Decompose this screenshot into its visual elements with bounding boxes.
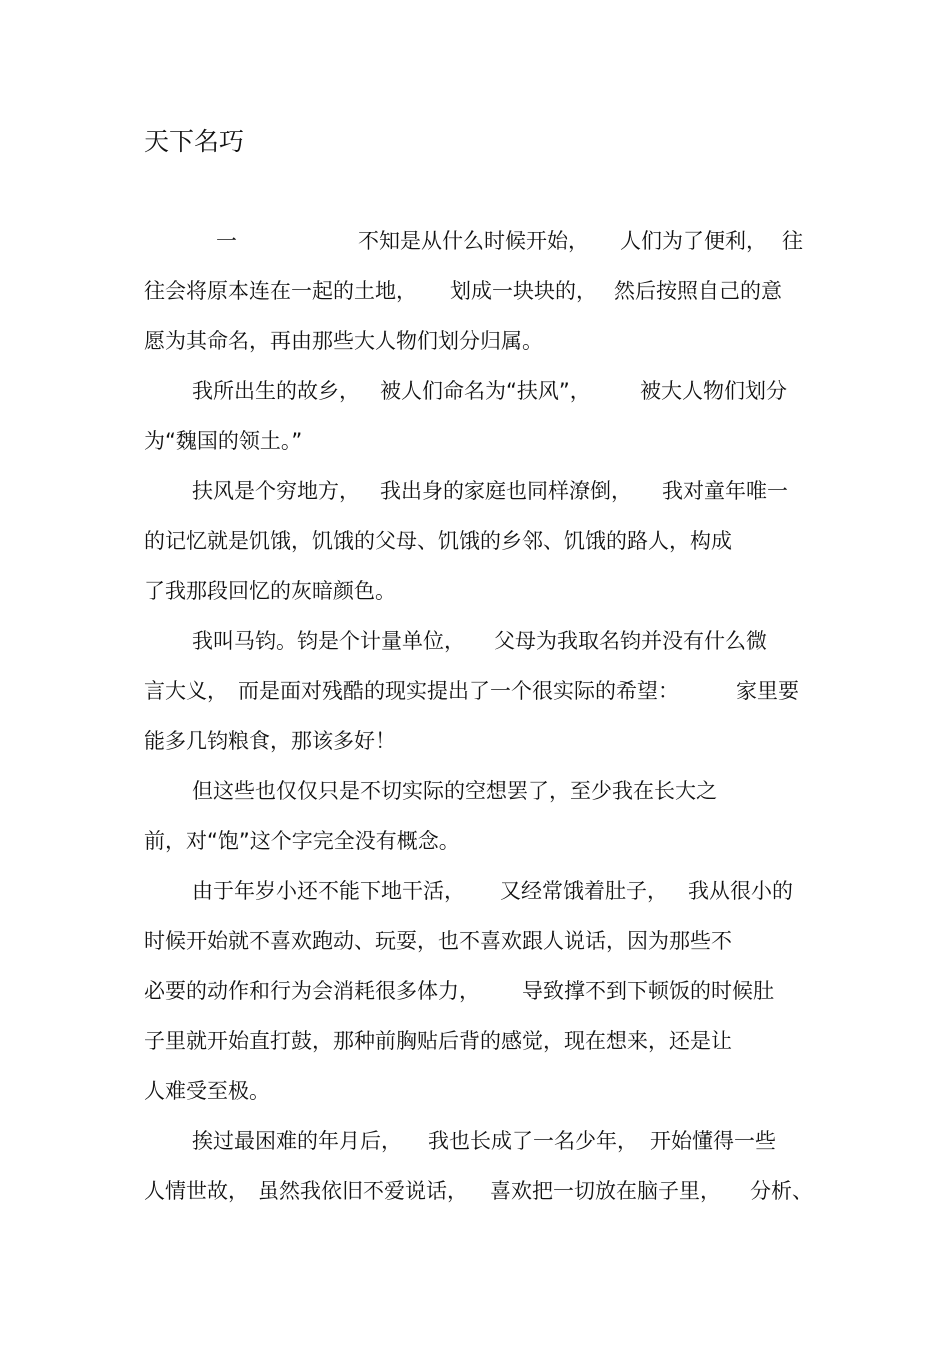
text-segment: 言大义， [144, 679, 228, 703]
text-line [144, 926, 732, 956]
text-segment: 我叫马钧。钧是个计量单位， [192, 629, 465, 653]
text-line [144, 276, 782, 306]
text-segment: 子里就开始直打鼓，那种前胸贴后背的感觉，现在想来，还是让 [144, 1029, 732, 1053]
text-segment: 被大人物们划分 [640, 379, 787, 403]
text-line [144, 476, 788, 506]
text-line [144, 226, 803, 256]
text-segment: 人们为了便利， [620, 229, 767, 253]
text-line [144, 976, 774, 1006]
text-segment: 我所出生的故乡， [192, 379, 360, 403]
text-line [144, 426, 303, 456]
text-line [144, 826, 460, 856]
text-segment: 挨过最困难的年月后， [192, 1129, 402, 1153]
text-segment: 人难受至极。 [144, 1079, 270, 1103]
text-segment: 我出身的家庭也同样潦倒， [380, 479, 632, 503]
text-segment: 虽然我依旧不爱说话， [258, 1179, 468, 1203]
text-line [144, 376, 787, 406]
text-segment: 我也长成了一名少年， [428, 1129, 638, 1153]
text-segment: 能多几钧粮食，那该多好！ [144, 729, 396, 753]
text-segment: 家里要 [736, 679, 799, 703]
text-line [144, 876, 793, 906]
text-segment: 分析、 [750, 1179, 813, 1203]
text-line [144, 626, 767, 656]
text-segment: 了我那段回忆的灰暗颜色。 [144, 579, 396, 603]
text-segment: 为“魏国的领土。” [144, 429, 303, 453]
text-segment: 前，对“饱”这个字完全没有概念。 [144, 829, 460, 853]
text-segment: 划成一块块的， [450, 279, 597, 303]
text-segment: 人情世故， [144, 1179, 249, 1203]
text-segment: 导致撑不到下顿饭的时候肚 [522, 979, 774, 1003]
text-segment: 愿为其命名，再由那些大人物们划分归属。 [144, 329, 543, 353]
text-segment: 扶风是个穷地方， [192, 479, 360, 503]
text-segment: 父母为我取名钧并没有什么微 [494, 629, 767, 653]
text-line [144, 326, 543, 356]
text-line [144, 526, 732, 556]
text-segment: 但这些也仅仅只是不切实际的空想罢了，至少我在长大之 [192, 779, 717, 803]
text-segment: 我从很小的 [688, 879, 793, 903]
text-line [144, 1126, 776, 1156]
text-segment: 的记忆就是饥饿，饥饿的父母、饥饿的乡邻、饥饿的路人，构成 [144, 529, 732, 553]
text-segment: 时候开始就不喜欢跑动、玩耍，也不喜欢跟人说话，因为那些不 [144, 929, 732, 953]
text-segment: 被人们命名为“扶风”， [380, 379, 591, 403]
document-title: 天下名巧 [144, 127, 245, 156]
text-segment: 由于年岁小还不能下地干活， [192, 879, 465, 903]
text-line [144, 576, 396, 606]
text-segment: 又经常饿着肚子， [500, 879, 668, 903]
text-line [144, 776, 717, 806]
text-line [144, 676, 799, 706]
text-line [144, 1176, 813, 1206]
text-line [144, 1076, 270, 1106]
text-segment: 往会将原本连在一起的土地， [144, 279, 417, 303]
text-line [144, 1026, 732, 1056]
text-segment: 必要的动作和行为会消耗很多体力， [144, 979, 480, 1003]
text-segment: 开始懂得一些 [650, 1129, 776, 1153]
text-line [144, 726, 396, 756]
text-segment: 不知是从什么时候开始， [358, 229, 589, 253]
text-segment: 我对童年唯一 [662, 479, 788, 503]
text-segment: 然后按照自己的意 [614, 279, 782, 303]
text-segment: 一 [216, 229, 237, 253]
text-segment: 往 [782, 229, 803, 253]
text-segment: 喜欢把一切放在脑子里， [490, 1179, 721, 1203]
text-segment: 而是面对残酷的现实提出了一个很实际的希望： [238, 679, 679, 703]
